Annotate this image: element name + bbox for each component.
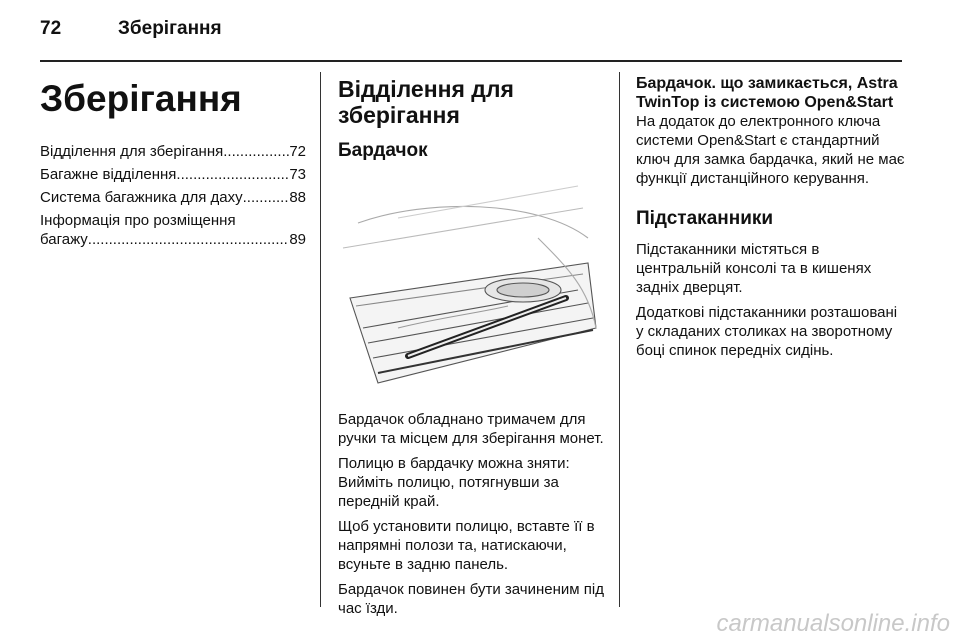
glovebox-heading: Бардачок — [338, 140, 428, 161]
lockable-glovebox-paragraph: На додаток до електронного ключа системи Open&Start є стандартний ключ для замка бардачка, який не має функції дистанційного керування. — [636, 113, 905, 187]
toc-leader — [88, 230, 290, 249]
toc-entry-page: 89 — [289, 231, 306, 248]
cupholder-column — [636, 74, 906, 366]
toc-entry-label-cont: багажу — [40, 231, 88, 248]
page-number: 72 — [40, 18, 62, 39]
cupholders-heading: Підстаканники — [636, 208, 774, 229]
toc-column — [40, 74, 306, 249]
column-divider-2 — [619, 72, 620, 607]
lockable-glovebox-heading: Бардачок. що замикається, Astra TwinTop із системою Open&Start — [636, 75, 898, 111]
toc-entry-page: 88 — [289, 189, 306, 206]
toc-entry[interactable] — [40, 142, 306, 161]
toc-entry[interactable] — [40, 188, 306, 207]
cupholders-paragraph: Підстаканники містяться в центральній консолі та в кишенях задніх дверцят. — [636, 241, 872, 296]
storage-column — [338, 74, 606, 624]
glovebox-illustration — [338, 178, 600, 393]
toc-entry-label: Багажне відділення — [40, 166, 177, 183]
watermark: carmanualsonline.info — [716, 610, 950, 637]
glovebox-paragraph: Щоб установити полицю, вставте її в напрямні полози та, натискаючи, всуньте в задню панель. — [338, 518, 595, 573]
toc-entry-label: Система багажника для даху — [40, 189, 243, 206]
header-section-title: Зберігання — [118, 18, 222, 39]
toc-entry-page: 73 — [289, 166, 306, 183]
glovebox-paragraph: Полицю в бардачку можна зняти: Вийміть полицю, потягнувши за передній край. — [338, 455, 570, 510]
column-divider-1 — [320, 72, 321, 607]
toc-leader — [223, 142, 289, 161]
header-rule — [40, 60, 902, 62]
toc-entry-label: Відділення для зберігання — [40, 143, 224, 160]
toc-entry[interactable] — [40, 165, 306, 184]
chapter-title: Зберігання — [40, 78, 242, 119]
toc-entry[interactable] — [40, 211, 306, 249]
toc-entry-label: Інформація про розміщення — [40, 212, 236, 229]
page-header — [40, 18, 222, 40]
toc-leader — [176, 165, 289, 184]
section-heading: Відділення для зберігання — [338, 76, 514, 128]
toc-leader — [243, 188, 290, 207]
glovebox-paragraph: Бардачок повинен бути зачиненим під час їзди. — [338, 581, 604, 617]
cupholders-paragraph: Додаткові підстаканники розташовані у складаних столиках на зворотному боці спинок передніх сидінь. — [636, 304, 898, 359]
toc-entry-page: 72 — [289, 143, 306, 160]
glovebox-paragraph: Бардачок обладнано тримачем для ручки та місцем для зберігання монет. — [338, 411, 604, 447]
